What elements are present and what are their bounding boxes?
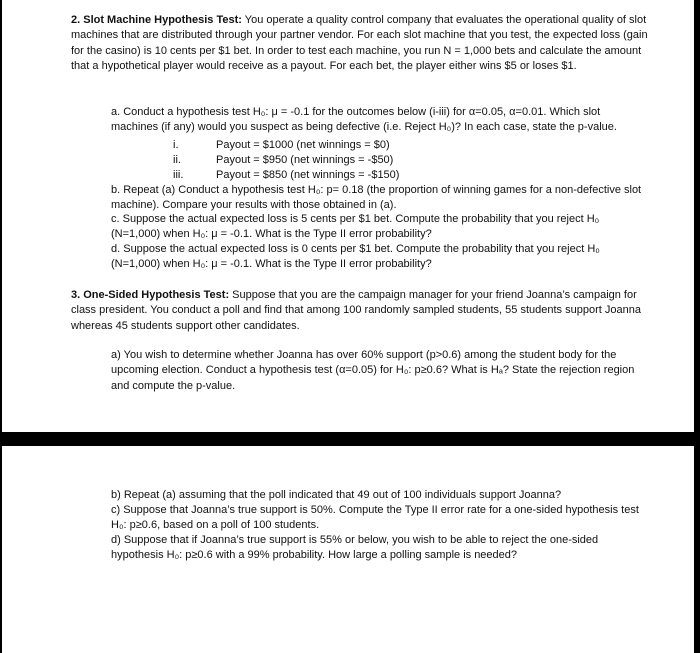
q2-intro	[71, 13, 649, 75]
item-text: Payout = $950 (net winnings = -$50)	[216, 154, 394, 166]
q3-body: Suppose that you are the campaign manager for your friend Joanna’s campaign for class president. You conduct a poll and find that among 100 randomly sampled students, 55 students support Joanna whereas 45 students support other candidates.	[71, 289, 641, 332]
q2-heading: 2. Slot Machine Hypothesis Test:	[71, 14, 242, 26]
item-text: Payout = $850 (net winnings = -$150)	[216, 169, 400, 181]
left-edge	[0, 0, 2, 653]
q2-part-c: c. Suppose the actual expected loss is 5 cents per $1 bet. Compute the probability that you reject H₀ (N=1,000) when H₀: μ = -0.1. What is the Type II error probability?	[111, 213, 600, 241]
right-edge	[694, 0, 700, 653]
q2-part-a: a. Conduct a hypothesis test H₀: μ = -0.1 for the outcomes below (i-iii) for α=0.05, α=0.01. Which slot machines (if any) would you suspect as being defective (i.e. Reject H₀)? In each case, state the p-value.	[111, 106, 617, 134]
item-number: ii.	[173, 154, 181, 166]
q2-body: You operate a quality control company that evaluates the operational quality of slot machines that are distributed through your partner vendor. For each slot machine that you test, the expected loss (gain for the casino) is 10 cents per $1 bet. In order to test each machine, you run N = 1,000 bets and calculate the amount that a hypothetical player would receive as a payout. For each bet, the player either wins $5 or loses $1.	[71, 14, 648, 73]
q3-heading: 3. One-Sided Hypothesis Test:	[71, 289, 230, 301]
q2-part-d: d. Suppose the actual expected loss is 0 cents per $1 bet. Compute the probability that you reject H₀ (N=1,000) when H₀: μ = -0.1. What is the Type II error probability?	[111, 243, 600, 271]
page-divider	[0, 432, 700, 446]
q3-intro	[71, 288, 653, 334]
q3-part-b: b) Repeat (a) assuming that the poll indicated that 49 out of 100 individuals support Joanna?	[111, 489, 562, 501]
item-text: Payout = $1000 (net winnings = $0)	[216, 139, 390, 151]
q2-part-b: b. Repeat (a) Conduct a hypothesis test H₀: p= 0.18 (the proportion of winning games for a non-defective slot machine). Compare your results with those obtained in (a).	[111, 184, 642, 212]
q3-part-d: d) Suppose that if Joanna’s true support is 55% or below, you wish to be able to reject the one-sided hypothesis H₀: p≥0.6 with a 99% probability. How large a polling sample is needed?	[111, 534, 599, 562]
q3-part-c: c) Suppose that Joanna’s true support is 50%. Compute the Type II error rate for a one-sided hypothesis test H₀: p≥0.6, based on a poll of 100 students.	[111, 504, 639, 532]
item-number: iii.	[173, 169, 184, 181]
item-number: i.	[173, 139, 179, 151]
q3-part-a: a) You wish to determine whether Joanna has over 60% support (p>0.6) among the student body for the upcoming election. Conduct a hypothesis test (α=0.05) for H₀: p≥0.6? What is Hₐ? State the rejection region and compute the p-value.	[111, 349, 635, 392]
